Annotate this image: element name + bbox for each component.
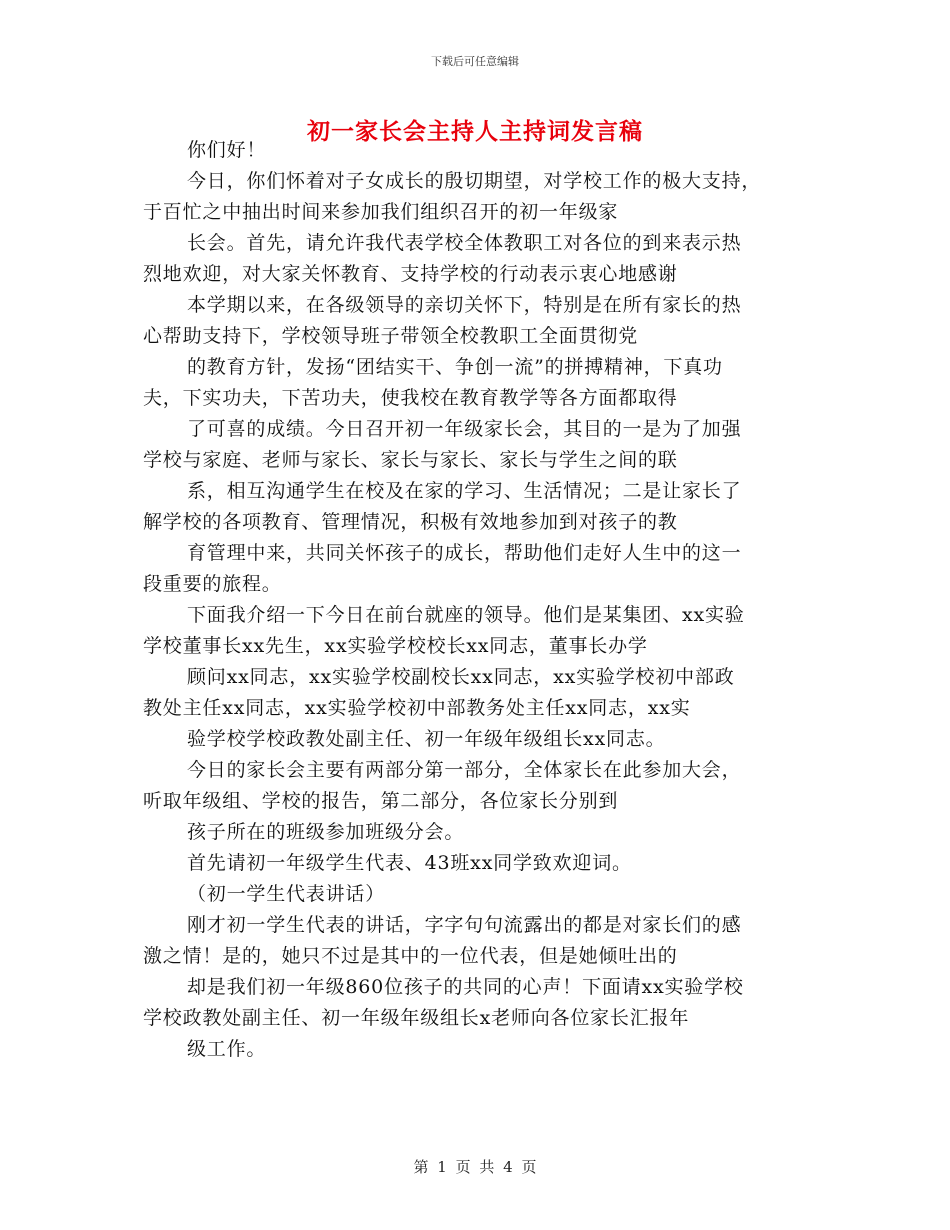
text-line: 段重要的旅程。: [143, 573, 282, 595]
header-note: 下载后可任意编辑: [431, 55, 519, 68]
text-line: 教处主任xx同志，xx实验学校初中部教务处主任xx同志，xx实: [143, 697, 691, 719]
text-line: 下面我介绍一下今日在前台就座的领导。他们是某集团、xx实验: [187, 604, 745, 626]
text-line: 你们好！: [187, 139, 267, 161]
text-line: 听取年级组、学校的报告，第二部分，各位家长分别到: [143, 790, 619, 812]
text-line: 心帮助支持下，学校领导班子带领全校教职工全面贯彻党: [143, 325, 639, 347]
document-body: [143, 135, 813, 1065]
text-line: 今日的家长会主要有两部分第一部分，全体家长在此参加大会，: [187, 759, 742, 781]
text-line: 烈地欢迎，对大家关怀教育、支持学校的行动表示衷心地感谢: [143, 263, 678, 285]
text-line: 夫，下实功夫，下苦功夫，使我校在教育教学等各方面都取得: [143, 387, 678, 409]
text-line: 育管理中来，共同关怀孩子的成长，帮助他们走好人生中的这一: [187, 542, 742, 564]
document-title: 初一家长会主持人主持词发言稿: [307, 119, 643, 145]
text-line: （初一学生代表讲话）: [187, 883, 386, 905]
text-line: 首先请初一年级学生代表、43班xx同学致欢迎词。: [187, 852, 632, 874]
text-line: 今日，你们怀着对子女成长的殷切期望，对学校工作的极大支持，: [187, 170, 762, 192]
text-line: 却是我们初一年级860位孩子的共同的心声！下面请xx实验学校: [187, 976, 744, 998]
text-line: 级工作。: [187, 1038, 267, 1060]
text-line: 于百忙之中抽出时间来参加我们组织召开的初一年级家: [143, 201, 619, 223]
text-line: 孩子所在的班级参加班级分会。: [187, 821, 465, 843]
text-line: 长会。首先，请允许我代表学校全体教职工对各位的到来表示热: [187, 232, 742, 254]
text-line: 解学校的各项教育、管理情况，积极有效地参加到对孩子的教: [143, 511, 678, 533]
text-line: 学校与家庭、老师与家长、家长与家长、家长与学生之间的联: [143, 449, 678, 471]
text-line: 学校政教处副主任、初一年级年级组长x老师向各位家长汇报年: [143, 1007, 690, 1029]
text-line: 本学期以来，在各级领导的亲切关怀下，特别是在所有家长的热: [187, 294, 742, 316]
text-line: 顾问xx同志，xx实验学校副校长xx同志，xx实验学校初中部政: [187, 666, 735, 688]
text-line: 的教育方针，发扬“团结实干、争创一流”的拼搏精神，下真功: [187, 356, 723, 378]
text-line: 激之情！是的，她只不过是其中的一位代表，但是她倾吐出的: [143, 945, 678, 967]
text-line: 刚才初一学生代表的讲话，字字句句流露出的都是对家长们的感: [187, 914, 742, 936]
page-footer: 第 1 页 共 4 页: [413, 1158, 537, 1176]
text-line: 系，相互沟通学生在校及在家的学习、生活情况；二是让家长了: [187, 480, 742, 502]
text-line: 了可喜的成绩。今日召开初一年级家长会，其目的一是为了加强: [187, 418, 742, 440]
text-line: 验学校学校政教处副主任、初一年级年级组长xx同志。: [187, 728, 666, 750]
text-line: 学校董事长xx先生，xx实验学校校长xx同志，董事长办学: [143, 635, 648, 657]
